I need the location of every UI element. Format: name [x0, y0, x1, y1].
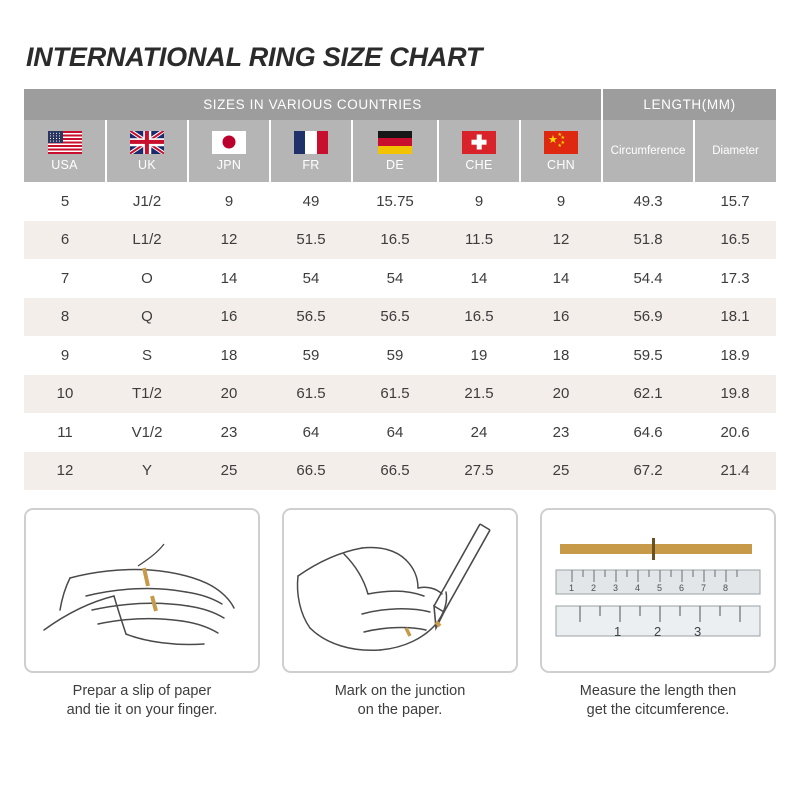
column-header-che: [438, 120, 520, 182]
japan-flag-icon: [212, 131, 246, 154]
cell-uk: Q: [106, 298, 188, 337]
cell-jpn: 16: [188, 298, 270, 337]
cell-chn: 20: [520, 375, 602, 414]
column-label-de: DE: [386, 157, 404, 172]
cell-fr: 54: [270, 259, 352, 298]
illustration-box-3: [540, 508, 776, 673]
column-label-fr: FR: [302, 157, 320, 172]
cell-circumference: 51.8: [602, 221, 694, 260]
cell-circumference: 62.1: [602, 375, 694, 414]
cell-uk: Y: [106, 452, 188, 491]
cell-usa: 11: [24, 413, 106, 452]
cell-jpn: 18: [188, 336, 270, 375]
column-header-circumference: Circumference: [602, 120, 694, 182]
cell-chn: 12: [520, 221, 602, 260]
cell-che: 27.5: [438, 452, 520, 491]
cell-fr: 59: [270, 336, 352, 375]
cell-uk: T1/2: [106, 375, 188, 414]
cell-uk: O: [106, 259, 188, 298]
cell-fr: 51.5: [270, 221, 352, 260]
cell-usa: 10: [24, 375, 106, 414]
instruction-caption-1: [24, 673, 260, 720]
svg-text:3: 3: [694, 624, 702, 639]
cell-diameter: 16.5: [694, 221, 776, 260]
cell-circumference: 56.9: [602, 298, 694, 337]
cell-diameter: 19.8: [694, 375, 776, 414]
table-row: [24, 298, 776, 337]
cell-circumference: 67.2: [602, 452, 694, 491]
cell-uk: S: [106, 336, 188, 375]
china-flag-icon: ★ ★ ★ ★ ★: [544, 131, 578, 154]
caption-line-1: Mark on the junction: [334, 683, 466, 699]
table-row: [24, 259, 776, 298]
cell-circumference: 59.5: [602, 336, 694, 375]
cell-uk: L1/2: [106, 221, 188, 260]
cell-che: 9: [438, 182, 520, 221]
column-header-jpn: [188, 120, 270, 182]
table-row: [24, 413, 776, 452]
column-label-che: CHE: [465, 157, 493, 172]
cell-fr: 49: [270, 182, 352, 221]
table-row: [24, 452, 776, 491]
svg-text:3: 3: [613, 583, 619, 593]
cell-diameter: 21.4: [694, 452, 776, 491]
svg-text:8: 8: [723, 583, 729, 593]
cell-uk: J1/2: [106, 182, 188, 221]
cell-chn: 23: [520, 413, 602, 452]
svg-text:6: 6: [679, 583, 685, 593]
column-label-usa: USA: [51, 157, 78, 172]
france-flag-icon: [294, 131, 328, 154]
cell-de: 56.5: [352, 298, 438, 337]
cell-chn: 9: [520, 182, 602, 221]
page-title: INTERNATIONAL RING SIZE CHART: [26, 42, 483, 72]
cell-de: 61.5: [352, 375, 438, 414]
cell-usa: 5: [24, 182, 106, 221]
illustration-box-2: [282, 508, 518, 673]
cell-de: 54: [352, 259, 438, 298]
cell-chn: 18: [520, 336, 602, 375]
column-header-usa: [24, 120, 106, 182]
table-row: [24, 375, 776, 414]
cell-de: 64: [352, 413, 438, 452]
switzerland-flag-icon: [462, 131, 496, 154]
column-label-uk: UK: [138, 157, 156, 172]
cell-che: 14: [438, 259, 520, 298]
instruction-step-2: [282, 508, 518, 720]
cell-circumference: 54.4: [602, 259, 694, 298]
cell-che: 11.5: [438, 221, 520, 260]
cell-chn: 16: [520, 298, 602, 337]
caption-line-2: get the citcumference.: [586, 702, 730, 718]
table-body: [24, 182, 776, 490]
table-flag-header-row: [24, 120, 776, 182]
column-label-chn: CHN: [547, 157, 576, 172]
germany-flag-icon: [378, 131, 412, 154]
svg-text:2: 2: [654, 624, 662, 639]
cell-fr: 56.5: [270, 298, 352, 337]
cell-diameter: 18.9: [694, 336, 776, 375]
column-header-chn: [520, 120, 602, 182]
group-header-countries: SIZES IN VARIOUS COUNTRIES: [24, 89, 602, 120]
cell-che: 19: [438, 336, 520, 375]
caption-line-1: Measure the length then: [579, 683, 737, 699]
table-row: [24, 336, 776, 375]
cell-de: 16.5: [352, 221, 438, 260]
svg-text:4: 4: [635, 583, 641, 593]
cell-jpn: 25: [188, 452, 270, 491]
column-label-jpn: JPN: [216, 157, 242, 172]
column-header-uk: [106, 120, 188, 182]
instruction-caption-3: [540, 673, 776, 720]
cell-diameter: 18.1: [694, 298, 776, 337]
caption-line-2: and tie it on your finger.: [66, 702, 218, 718]
svg-text:1: 1: [569, 583, 575, 593]
cell-usa: 9: [24, 336, 106, 375]
svg-text:1: 1: [614, 624, 622, 639]
group-header-length: LENGTH(MM): [602, 89, 776, 120]
us-flag-icon: [48, 131, 82, 154]
cell-diameter: 20.6: [694, 413, 776, 452]
cell-circumference: 64.6: [602, 413, 694, 452]
instruction-panels: [24, 508, 776, 720]
cell-chn: 25: [520, 452, 602, 491]
cell-jpn: 12: [188, 221, 270, 260]
column-header-de: [352, 120, 438, 182]
cell-de: 15.75: [352, 182, 438, 221]
svg-text:5: 5: [657, 583, 663, 593]
caption-line-1: Prepar a slip of paper: [72, 683, 212, 699]
uk-flag-icon: [130, 131, 164, 154]
cell-che: 24: [438, 413, 520, 452]
cell-jpn: 20: [188, 375, 270, 414]
cell-jpn: 14: [188, 259, 270, 298]
ruler-measuring-strip-illustration: [542, 510, 774, 671]
hand-marking-with-pen-illustration: [284, 510, 516, 671]
cell-diameter: 15.7: [694, 182, 776, 221]
column-header-fr: [270, 120, 352, 182]
table-row: [24, 221, 776, 260]
cell-usa: 12: [24, 452, 106, 491]
cell-che: 16.5: [438, 298, 520, 337]
column-header-diameter: Diameter: [694, 120, 776, 182]
ring-size-table: [24, 89, 776, 490]
illustration-box-1: [24, 508, 260, 673]
cell-fr: 61.5: [270, 375, 352, 414]
svg-text:2: 2: [591, 583, 597, 593]
cell-fr: 64: [270, 413, 352, 452]
cell-uk: V1/2: [106, 413, 188, 452]
cell-diameter: 17.3: [694, 259, 776, 298]
svg-text:7: 7: [701, 583, 707, 593]
instruction-caption-2: [282, 673, 518, 720]
cell-usa: 7: [24, 259, 106, 298]
cell-fr: 66.5: [270, 452, 352, 491]
cell-che: 21.5: [438, 375, 520, 414]
table-group-header-row: [24, 89, 776, 120]
cell-de: 59: [352, 336, 438, 375]
cell-usa: 6: [24, 221, 106, 260]
cell-de: 66.5: [352, 452, 438, 491]
cell-jpn: 23: [188, 413, 270, 452]
cell-jpn: 9: [188, 182, 270, 221]
hand-with-paper-strip-illustration: [26, 510, 258, 671]
cell-usa: 8: [24, 298, 106, 337]
cell-circumference: 49.3: [602, 182, 694, 221]
instruction-step-1: [24, 508, 260, 720]
caption-line-2: on the paper.: [357, 702, 443, 718]
table-row: [24, 182, 776, 221]
cell-chn: 14: [520, 259, 602, 298]
instruction-step-3: [540, 508, 776, 720]
